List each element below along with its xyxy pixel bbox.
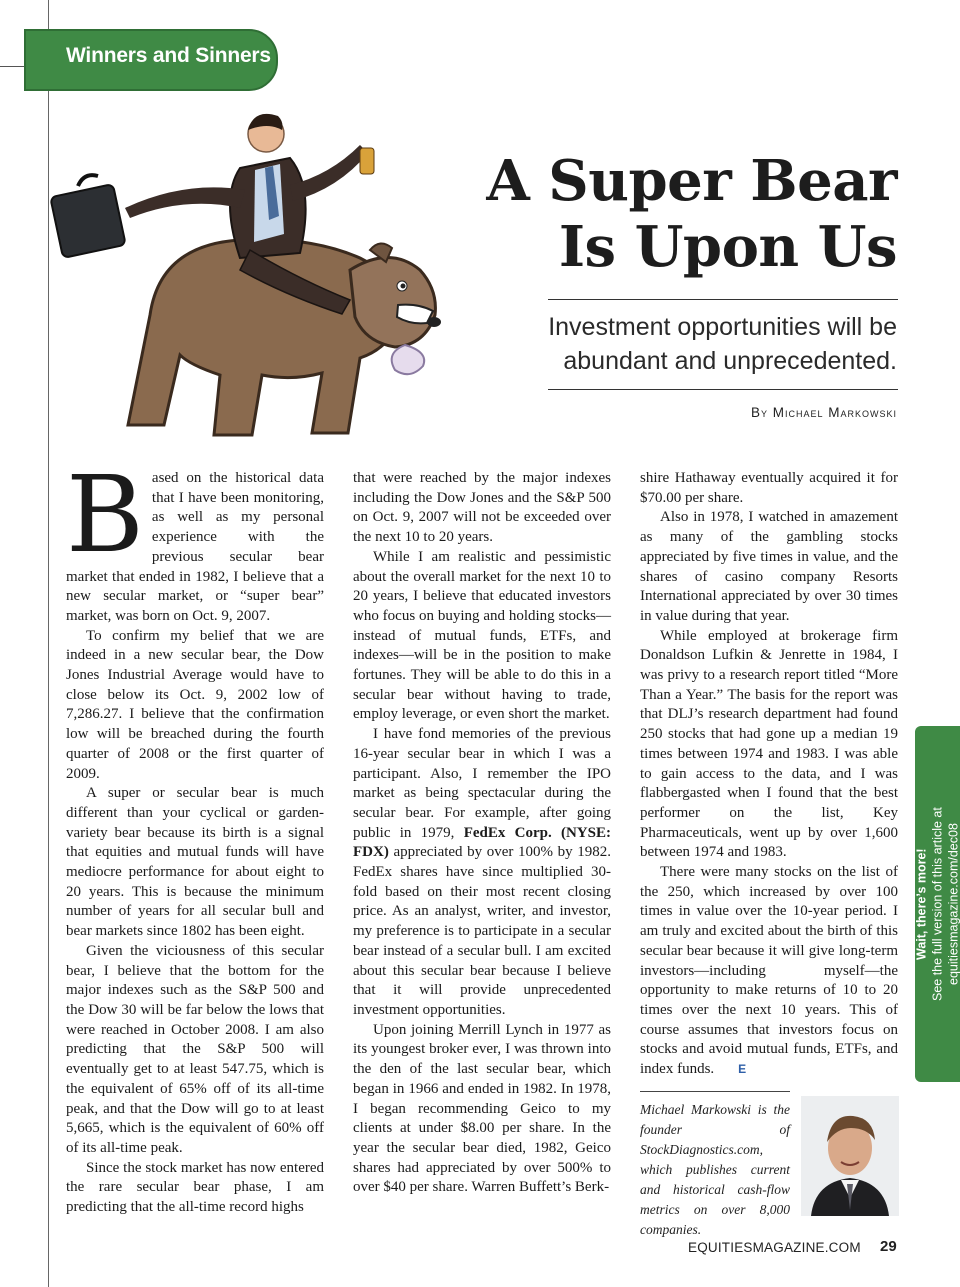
section-label: Winners and Sinners <box>66 44 271 67</box>
paragraph: While employed at brokerage firm Donaldson Lufkin & Jenrette in 1984, I was privy to a research report titled “More Than a Year.” The basis for the report was that DLJ’s research department had found 250 stocks that had gone up a median 19 times between 1974 and 1983. I was able to gain access to the data, and I was flabbergasted when I found that the best performer on the list, Key Pharmaceuticals, went up by over 1,600 between 1974 and 1983. <box>640 627 898 861</box>
company-name: FedEx Corp. (NYSE: FDX) <box>353 824 611 861</box>
paragraph: Since the stock market has now entered the rare secular bear phase, I am predicting that the all-time record highs <box>66 1159 324 1216</box>
section-tab <box>24 29 278 91</box>
article-column-1 <box>66 453 324 1218</box>
page-number: 29 <box>880 1238 897 1255</box>
headline-line-1: A Super Bear <box>486 148 897 214</box>
bio-rule <box>640 1091 790 1092</box>
headline-line-2: Is Upon Us <box>558 214 897 280</box>
author-portrait <box>801 1096 899 1216</box>
article-column-2 <box>353 469 611 1198</box>
paragraph: shire Hathaway eventually acquired it for $70.00 per share. <box>640 470 898 506</box>
subhead-line-1: Investment opportunities will be <box>548 313 897 341</box>
bear-rider-illustration <box>50 100 450 440</box>
byline-text: By Michael Markowski <box>750 405 897 420</box>
end-mark-icon: E <box>738 1062 747 1077</box>
subhead-rule-bottom <box>548 389 898 390</box>
sidebar-more-online[interactable] <box>915 726 960 1082</box>
article-column-3 <box>640 469 898 1080</box>
paragraph <box>353 725 611 1021</box>
paragraph: Upon joining Merrill Lynch in 1977 as its youngest broker ever, I was thrown into the den of the last secular bear, which began in 1966 and ended in 1982. In 1978, I began recommending Geico to my clients at under $8.00 per share. In the year the secular bear died, 1982, Geico shares had appreciated by over 500% to over $40 per share. Warren Buffett’s Berk- <box>353 1021 611 1196</box>
paragraph: Also in 1978, I watched in amazement as many of the gambling stocks appreciated by five times in value, and the shares of casino company Resorts International appreciated by over 30 times in value during that year. <box>640 509 898 624</box>
paragraph-text: I have fond memories of the previous 16-year secular bear in which I was a participant. Also, I remember the IPO market as being spectacular during the secular bear. For example, after going public in 1979, <box>353 726 611 841</box>
paragraph-text: There were many stocks on the list of the 250, which increased by over 100 times in value over the 10-year period. I am truly and excited about the birth of this secular bear because it will give long-term investors—including myself—the opportunity to make returns of 10 to 20 times over the next 10 years. This of course assumes that investors focus on stocks and avoid mutual funds, ETFs, and index funds. <box>640 864 898 1078</box>
paragraph-text: appreciated by over 100% by 1982. FedEx shares have since multiplied 30-fold based on their most recent closing price. As an analyst, writer, and investor, my preference is to participate in a secular bear instead of a secular bull. I am excited about this secular bear because I believe that it will provide unprecedented investment opportunities. <box>353 844 611 1018</box>
headline <box>486 148 897 280</box>
sidebar-note[interactable]: See the full version of this article at equitiesmagazine.com/dec08 <box>930 807 960 1001</box>
drop-cap: B <box>66 453 144 576</box>
byline <box>751 405 897 420</box>
paragraph: A super or secular bear is much different than your cyclical or garden-variety bear because its birth is a signal that equities and mutual funds will have mediocre performance for about eight to 20 years. This is because the minimum number of years for all secular bull and bear markets since 1802 has been eight. <box>66 785 324 940</box>
subhead <box>497 310 897 378</box>
subhead-rule-top <box>548 299 898 300</box>
paragraph <box>66 453 324 627</box>
crop-mark-vertical <box>48 0 49 1287</box>
paragraph: Given the viciousness of this secular bear, I believe that the bottom for the major indexes such as the S&P 500 and the Dow 30 will be far below the lows that were reached in October 2008. I am also predicting that the S&P 500 will eventually get to at least 547.75, which is the equivalent of 65% off of its all-time peak, and that the Dow will go to at least 5,665, which is the equivalent of 60% off of its all-time peak. <box>66 942 324 1156</box>
subhead-line-2: abundant and unprecedented. <box>563 347 897 375</box>
paragraph <box>640 863 898 1080</box>
briefcase-icon <box>50 175 125 258</box>
paragraph-text: ased on the historical data that I have been monitoring, as well as my personal experience with the previous secular bear market that ended in 1982, I believe that a new secular market, or “super bear” market, was born on Oct. 9, 2007. <box>66 470 324 624</box>
author-bio: Michael Markowski is the founder of StockDiagnostics.com, which publishes current and historical cash-flow metrics on over 8,000 companies. <box>640 1102 790 1237</box>
footer-site: EQUITIESMAGAZINE.COM <box>688 1240 861 1255</box>
paragraph: To confirm my belief that we are indeed in a new secular bear, the Dow Jones Industrial Average would have to close below its Oct. 9, 2002 low of 7,286.27. I believe that the confirmation low will be breached during the fourth quarter of 2008 or the first quarter of 2009. <box>66 627 324 782</box>
paragraph: While I am realistic and pessimistic about the overall market for the next 10 to 20 years, I believe that educated investors who focus on buying and holding stocks—instead of mutual funds, ETFs, and indexes—will be in the position to make fortunes. They will be able to do this in a secular bear without having to trade, employ leverage, or even short the market. <box>353 548 611 723</box>
paragraph: that were reached by the major indexes including the Dow Jones and the S&P 500 on Oct. 9, 2007 will not be exceeded over the next 10 to 20 years. <box>353 470 611 546</box>
sidebar-wait-label: Wait, there’s more! <box>914 848 929 960</box>
